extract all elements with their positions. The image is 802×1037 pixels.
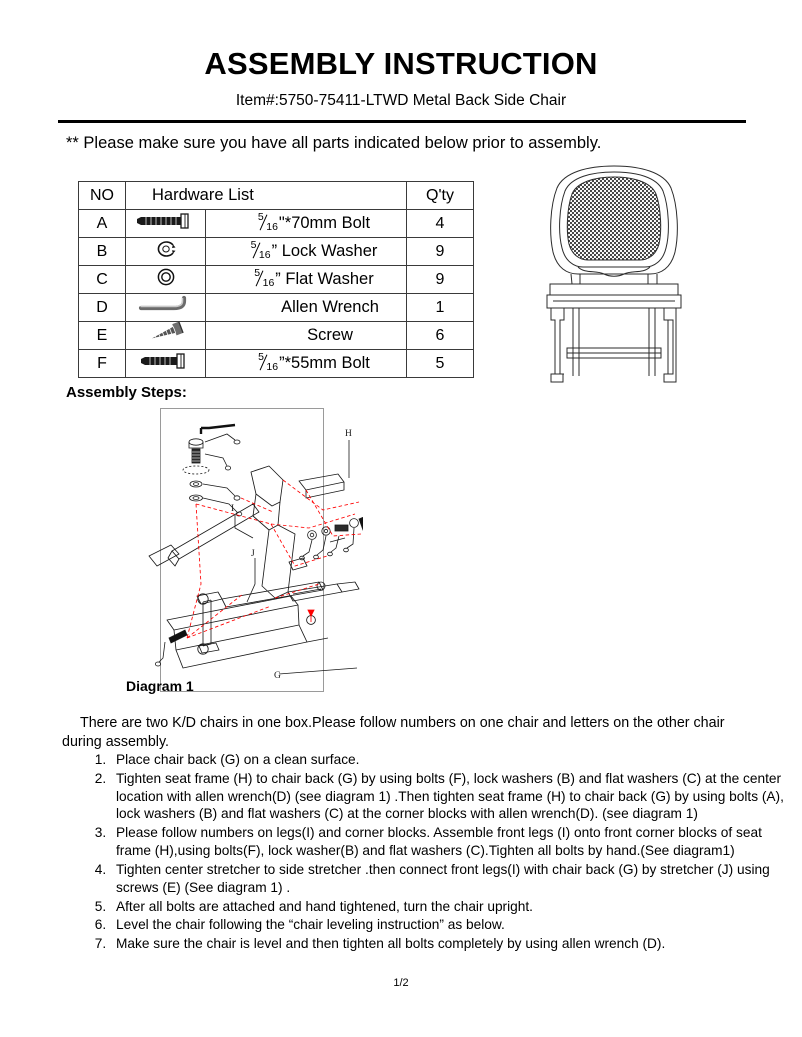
list-item: 2. Tighten seat frame (H) to chair back (G) by using bolts (F), lock washers (B) and flat washers (C) at the center location with allen wrench(D) (see diagram 1) .Then tighten seat frame (H) to chair back (G) by using bolts (A), lock washers (B) and flat washers (C) at the corner blocks with allen wrench(D). (see diagram 1) bbox=[110, 770, 800, 823]
list-item: 5. After all bolts are attached and hand tightened, turn the chair upright. bbox=[110, 898, 800, 916]
header-hardware-list bbox=[126, 182, 407, 210]
row-qty: 9 bbox=[407, 266, 474, 294]
screw-icon bbox=[126, 322, 206, 350]
assembly-steps-heading: Assembly Steps: bbox=[66, 384, 187, 401]
flat-washer-icon bbox=[126, 266, 206, 294]
table-row bbox=[79, 350, 474, 378]
row-description-text: Screw bbox=[307, 326, 353, 344]
list-item: 7. Make sure the chair is level and then tighten all bolts completely by using allen wrench (D). bbox=[110, 935, 800, 953]
diagram-label-H: H bbox=[345, 429, 352, 439]
row-letter: D bbox=[79, 294, 126, 322]
row-description-text: ”*55mm Bolt bbox=[279, 354, 370, 372]
list-item: 3. Please follow numbers on legs(I) and corner blocks. Assemble front legs (I) onto front corner blocks of seat frame (H),using bolts(F), lock washer(B) and flat washers (C).Tighten all bolts by hand.(See diagram1) bbox=[110, 824, 800, 860]
header-divider bbox=[58, 120, 746, 123]
hex-bolt-long-icon bbox=[126, 210, 206, 238]
row-description-text: ” Lock Washer bbox=[271, 242, 378, 260]
row-letter: C bbox=[79, 266, 126, 294]
page-title: ASSEMBLY INSTRUCTION bbox=[204, 46, 598, 81]
lock-washer-icon bbox=[126, 238, 206, 266]
table-row bbox=[79, 210, 474, 238]
item-subtitle: Item#:5750-75411-LTWD Metal Back Side Chair bbox=[235, 92, 567, 109]
fraction-5-16: 5 16 bbox=[250, 239, 271, 261]
row-description bbox=[206, 266, 407, 294]
row-qty: 5 bbox=[407, 350, 474, 378]
row-letter: F bbox=[79, 350, 126, 378]
page-number: 1/2 bbox=[393, 977, 409, 989]
hex-bolt-short-icon bbox=[126, 350, 206, 378]
row-description bbox=[206, 210, 407, 238]
assembly-diagram-1 bbox=[160, 408, 352, 692]
list-item: 1. Place chair back (G) on a clean surface. bbox=[110, 751, 800, 769]
fraction-5-16: 5 16 bbox=[258, 351, 279, 373]
row-description-text: ” Flat Washer bbox=[275, 270, 374, 288]
row-description-text: Allen Wrench bbox=[281, 298, 379, 316]
diagram-caption: Diagram 1 bbox=[126, 678, 194, 694]
list-item: 6. Level the chair following the “chair leveling instruction” as below. bbox=[110, 916, 800, 934]
row-qty: 9 bbox=[407, 238, 474, 266]
hardware-list-table bbox=[78, 181, 474, 378]
row-description bbox=[206, 294, 407, 322]
row-letter: E bbox=[79, 322, 126, 350]
list-item: 4. Tighten center stretcher to side stretcher .then connect front legs(I) with chair back (G) by stretcher (J) using screws (E) (See diagram 1) . bbox=[110, 861, 800, 897]
assembly-intro-paragraph: There are two K/D chairs in one box.Please follow numbers on one chair and letters on the other chair during assembly. bbox=[62, 715, 725, 750]
diagram-label-I: I bbox=[231, 504, 235, 514]
fraction-5-16: 5 16 bbox=[254, 267, 275, 289]
table-row bbox=[79, 266, 474, 294]
header-no: NO bbox=[79, 182, 126, 210]
fraction-5-16: 5 16 bbox=[257, 211, 278, 233]
row-description-text: "*70mm Bolt bbox=[278, 214, 371, 232]
row-description bbox=[206, 238, 407, 266]
assembly-steps-list bbox=[62, 751, 800, 954]
row-qty: 1 bbox=[407, 294, 474, 322]
row-qty: 4 bbox=[407, 210, 474, 238]
table-row bbox=[79, 294, 474, 322]
row-qty: 6 bbox=[407, 322, 474, 350]
header-hardware-list-label: Hardware List bbox=[152, 186, 254, 204]
chair-front-view-illustration bbox=[522, 162, 706, 390]
allen-wrench-icon bbox=[126, 294, 206, 322]
row-letter: A bbox=[79, 210, 126, 238]
row-description bbox=[206, 322, 407, 350]
diagram-label-G: G bbox=[274, 671, 281, 681]
parts-notice: ** Please make sure you have all parts indicated below prior to assembly. bbox=[66, 134, 602, 152]
row-letter: B bbox=[79, 238, 126, 266]
table-header-row bbox=[79, 182, 474, 210]
row-description bbox=[206, 350, 407, 378]
header-qty: Q'ty bbox=[407, 182, 474, 210]
table-row bbox=[79, 238, 474, 266]
diagram-label-J: J bbox=[251, 549, 255, 559]
table-row bbox=[79, 322, 474, 350]
